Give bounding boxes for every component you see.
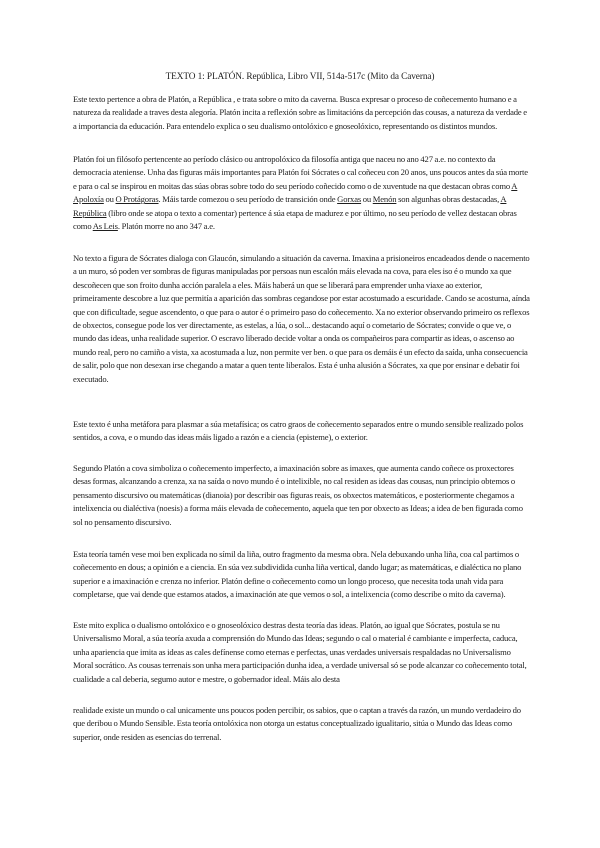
- work-title-menon: Menón: [372, 194, 397, 205]
- author-context-text-2: ou: [103, 194, 116, 205]
- document-title: TEXTO 1: PLATÓN. República, Libro VII, 514a-517c (Mito da Caverna): [165, 72, 435, 82]
- work-title-leis: As Leis: [92, 221, 118, 232]
- work-title-gorxas: Gorxas: [337, 194, 362, 205]
- author-context-text-1: Platón foi un filósofo pertencente ao período clásico ou antropolóxico da filosofía antiga que naceu no ano 427 a.e. no contexto da democracia ateniense. Unha das figuras máis importantes para Platón foi Sócrates o cal coñeceu con 20 anos, uns poucos antes da súa morte e para o cal se inspirou en moitas das súas obras sobre todo do seu período coñecido como o de xuventude na que destacan obras como: [73, 154, 528, 191]
- metaphor-paragraph: Este texto é unha metáfora para plasmar a súa metafísica; os catro graos de coñecemento separados entre o mundo sensible realizado polos sentidos, a cova, e o mundo das ideas máis ligado a razón e a ciencia (episteme), o exterior.: [73, 419, 524, 443]
- intro-paragraph: Este texto pertence a obra de Platón, a República , e trata sobre o mito da caverna. Busca expresar o proceso de coñecemento humano e a natureza da realidade a traves desta alegoría. Platón incita a reflexión sobre as limitacións da percepción das cousas, a natureza da verdade e a importancia da educación. Para entendelo explica o seu dualismo ontolóxico e gnoseolóxico, representando os distintos mundos.: [73, 94, 527, 131]
- author-context-text-5: son algunhas obras destacadas,: [396, 194, 501, 205]
- world-of-ideas-paragraph: realidade existe un mundo o cal unicamente uns poucos poden percibir, os sabios, que o captan a través da razón, un mundo verdadeiro do que deribou o Mundo Sensible. Esta teoría ontolóxica non otorga un estatus conceptualizado igualitario, sitúa o Mundo das Ideas como superior, onde residen as esencias do terrenal.: [73, 705, 521, 742]
- line-simile-paragraph: Esta teoría tamén vese moi ben explicada no símil da liña, outro fragmento da mesma obra. Nela debuxando unha liña, coa cal partimos o coñecemento en dous; a opinión e a ciencia. En súa vez subdividida cunha liña vertical, dando lugar; as matemáticas, e dialéctica no plano superior e a imaxinación e crenza no inferior. Platón define o coñecemento como un longo proceso, que necesita toda unah vida para completarse, que vai dende que estamos atados, a imaxinación ate que vemos o sol, a intelixencia (como describe o mito da caverna).: [73, 549, 522, 600]
- author-context-text-6: (libro onde se atopa o texto a comentar) pertence á súa etapa de madurez e por último, no seu período de vellez destacan obras como: [73, 207, 517, 232]
- author-context-text-3: . Máis tarde comezou o seu período de transición onde: [158, 194, 338, 205]
- work-title-republica: A República: [73, 194, 507, 218]
- knowledge-degrees-paragraph: Segundo Platón a cova simboliza o coñecemento imperfecto, a imaxinación sobre as imaxes, que aumenta cando coñece os proxectores desas formas, alcanzando a crenza, xa na saída o novo mundo é o intelixible, no cal residen as ideas das cousas, nun principio obtemos o pensamento discursivo ou matemáticas (dianoia) por describir oas figuras reais, os obxectos matemáticos, e posteriormente chegamos a intelixencia ou dialéctiva (noesis) a forma máis elevada de coñecemento, aquela que ten por obxecto as Ideas; a idea de ben figurada como sol no pensamento discursivo.: [73, 463, 523, 527]
- author-context-paragraph: [73, 153, 531, 233]
- author-context-text-4: ou: [361, 194, 373, 205]
- cave-summary-paragraph: No texto a figura de Sócrates dialoga con Glaucón, simulando a situación da caverna. Imaxina a prisioneiros encadeados dende o nacemento a un muro, só poden ver sombras de figuras manipuladas por persoas nun escalón máis elevada na cova, para eles iso é o mundo xa que descoñecen que son froito dunha acción paralela a eles. Máis haberá un que se liberará para emprender unha viaxe ao exterior, primeiramente descobre a luz que permitía a aparición das sombras cegandose por estar acostumado a escuridade. Cando se acostuma, aínda que con dificultade, segue ascendento, o que para o autor é o primeiro paso do coñecemento. Xa no exterior observando primeiro os reflexos de obxectos, consegue pode los ver directamente, as estelas, a lúa, o sol... destacando aquí o cometario de Sócrates; convide o que ve, o mundo das ideas, unha realidade superior. O escravo liberado decide voltar a onda os compañeiros para compartir as ideas, o ascenso ao mundo real, pero no camiño a vista, xa acostumada a luz, non permite ver ben. o que para os demáis é un efecto da saída, unha consecuencia de salir, polo que non desexan irse chegando a matar a quen tente liberalos. Esta é unha alusión a Sócrates, xa que por ensinar e debatir foi executado.: [73, 253, 530, 384]
- author-context-text-7: . Platón morre no ano 347 a.e.: [117, 221, 215, 232]
- work-title-apologia: A Apoloxía: [73, 180, 518, 205]
- dualism-paragraph: Este mito explica o dualismo ontolóxico e o gnoseolóxico destras desta teoría das ideas. Platón, ao igual que Sócrates, postula se nu Universalismo Moral, a súa teoría axuda a comprensión do Mundo das Ideas; segundo o cal o material é cambiante e imperfecta, caduca, unha apariencia que imita as ideas as cales defínense como eternas e perfectas, unas verdades universais respaldadas no Universalismo Moral socrático. As cousas terrenais son unha mera participación dunha idea, a verdade universal só se pode alcanzar co coñecemento total, cualidade a cal deberia, segumo autor e mestre, o gobernador ideal. Máis alo desta: [73, 620, 527, 684]
- work-title-protagoras: O Protágoras: [115, 194, 159, 205]
